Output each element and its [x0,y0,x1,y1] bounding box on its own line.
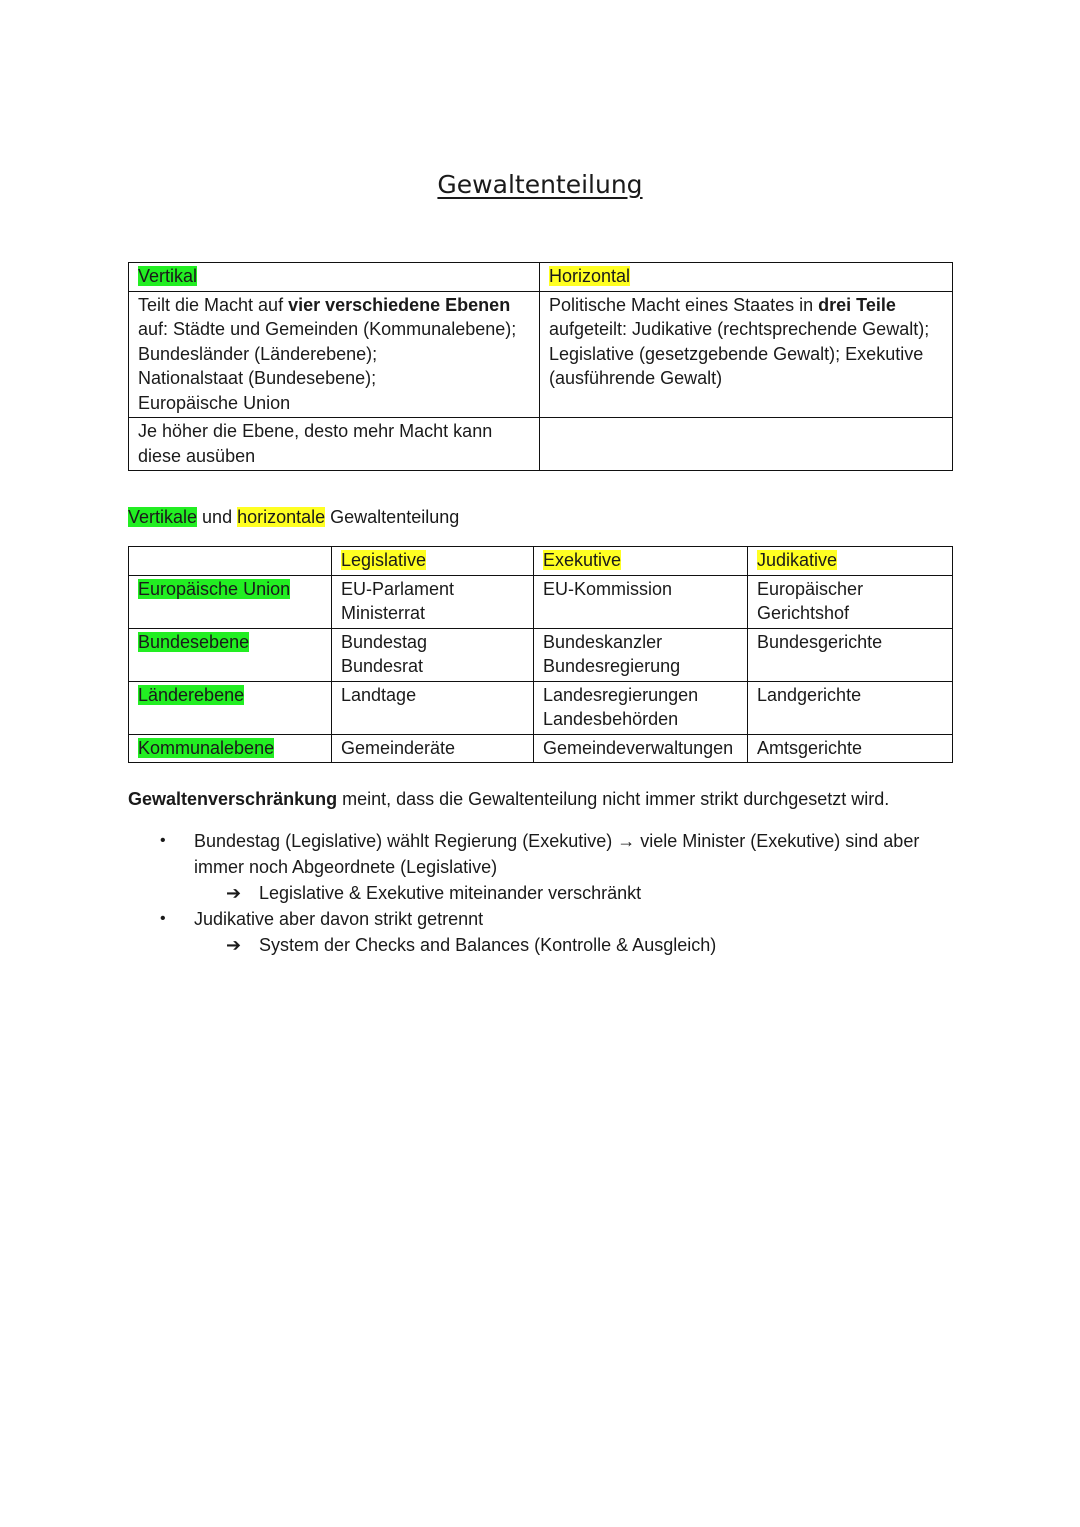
table-row [129,418,953,471]
arrow-right-icon: ➔ [226,935,242,955]
text-line: Landesregierungen [543,684,699,705]
paragraph-rest: meint, dass die Gewaltenteilung nicht immer strikt durchgesetzt wird. [337,789,890,809]
cell-judikative [748,628,953,681]
cell-exekutive [534,734,748,763]
column-label: Exekutive [543,550,622,570]
table-row [129,628,953,681]
text-line: auf: Städte und Gemeinden (Kommunalebene); [138,319,517,339]
cell-legislative [332,734,534,763]
row-label [129,734,332,763]
vertikal-label: Vertikal [138,266,198,286]
text-line: Bundesgerichte [757,631,883,652]
text-line: System der Checks and Balances (Kontrolle & Ausgleich) [259,935,717,955]
text-line: Landtage [341,684,417,705]
text-line: Je höher die Ebene, desto mehr Macht kann [138,421,493,441]
vertical-horizontal-table [128,262,953,471]
vertikal-footer [129,418,540,471]
sub-list-item [128,932,958,958]
text-line: Bundestag [341,631,428,652]
levels-powers-table [128,546,953,763]
level-label: Bundesebene [138,631,250,652]
cell-exekutive [534,628,748,681]
text-line: Ministerrat [341,603,426,623]
text-line: Legislative & Exekutive miteinander verschränkt [259,883,642,903]
horizontal-label: Horizontal [549,266,631,286]
bold-text: vier verschiedene Ebenen [288,294,511,315]
bold-text: drei Teile [818,294,896,315]
text-line: Europäische Union [138,392,291,413]
column-header-judikative [748,547,953,576]
text-line: Bundestag (Legislative) wählt Regierung (Exekutive) → viele Minister (Exekutive) sind aber [194,831,920,851]
text-line: Nationalstaat (Bundesebene); [138,368,377,388]
cell-legislative [332,628,534,681]
subheading-rest: Gewaltenteilung [325,507,460,527]
text-line: Gerichtshof [757,603,850,623]
column-label: Judikative [757,550,838,570]
text-line: Judikative aber davon strikt getrennt [194,909,484,929]
text-line: Bundesregierung [543,656,681,676]
gewaltenverschraenkung-paragraph [128,787,958,812]
text-line: immer noch Abgeordnete (Legislative) [194,857,498,877]
text-line: Landgerichte [757,684,862,705]
column-label: Legislative [341,550,427,570]
text-line: Landesbehörden [543,709,679,729]
text-segment: Politische Macht eines Staates in [549,294,819,315]
text-line: diese ausüben [138,445,256,466]
table-row [129,575,953,628]
bullet-icon: • [160,910,166,927]
column-header-legislative [332,547,534,576]
header-cell-horizontal [540,263,953,292]
connector-word: und [197,507,238,527]
table-header-row [129,547,953,576]
text-line: Amtsgerichte [757,737,863,758]
text-line: EU-Kommission [543,578,673,599]
table-header-row [129,263,953,292]
horizontal-description [540,291,953,418]
arrow-right-icon: ➔ [226,883,242,903]
text-line: (ausführende Gewalt) [549,368,723,388]
cell-legislative [332,681,534,734]
bullet-icon: • [160,832,166,849]
level-label: Länderebene [138,684,245,705]
vertikal-description [129,291,540,418]
list-item [128,828,958,880]
text-line: Gemeindeverwaltungen [543,737,734,758]
cell-exekutive [534,575,748,628]
page-title: Gewaltenteilung [437,170,643,199]
corner-cell [129,547,332,576]
table-row [129,681,953,734]
text-line: Bundeskanzler [543,631,663,652]
bullet-list [128,828,958,958]
horizontale-word: horizontale [237,507,326,527]
table-row [129,734,953,763]
text-line: aufgeteilt: Judikative (rechtsprechende Gewalt); [549,319,930,339]
cell-judikative [748,575,953,628]
cell-judikative [748,681,953,734]
row-label [129,628,332,681]
section-subheading [128,505,459,530]
table-row [129,291,953,418]
text-line: Gemeinderäte [341,737,456,758]
vertikale-word: Vertikale [128,507,198,527]
row-label [129,681,332,734]
text-segment: Teilt die Macht auf [138,294,289,315]
column-header-exekutive [534,547,748,576]
level-label: Europäische Union [138,578,291,599]
level-label: Kommunalebene [138,737,275,758]
text-line: Europäischer [757,578,864,599]
header-cell-vertikal [129,263,540,292]
text-line: EU-Parlament [341,578,455,599]
cell-exekutive [534,681,748,734]
cell-legislative [332,575,534,628]
row-label [129,575,332,628]
sub-list-item [128,880,958,906]
horizontal-footer [540,418,953,471]
bold-term: Gewaltenverschränkung [128,789,338,809]
text-line: Bundesländer (Länderebene); [138,343,378,364]
list-item [128,906,958,932]
cell-judikative [748,734,953,763]
text-line: Bundesrat [341,656,424,676]
text-line: Legislative (gesetzgebende Gewalt); Exekutive [549,343,924,364]
